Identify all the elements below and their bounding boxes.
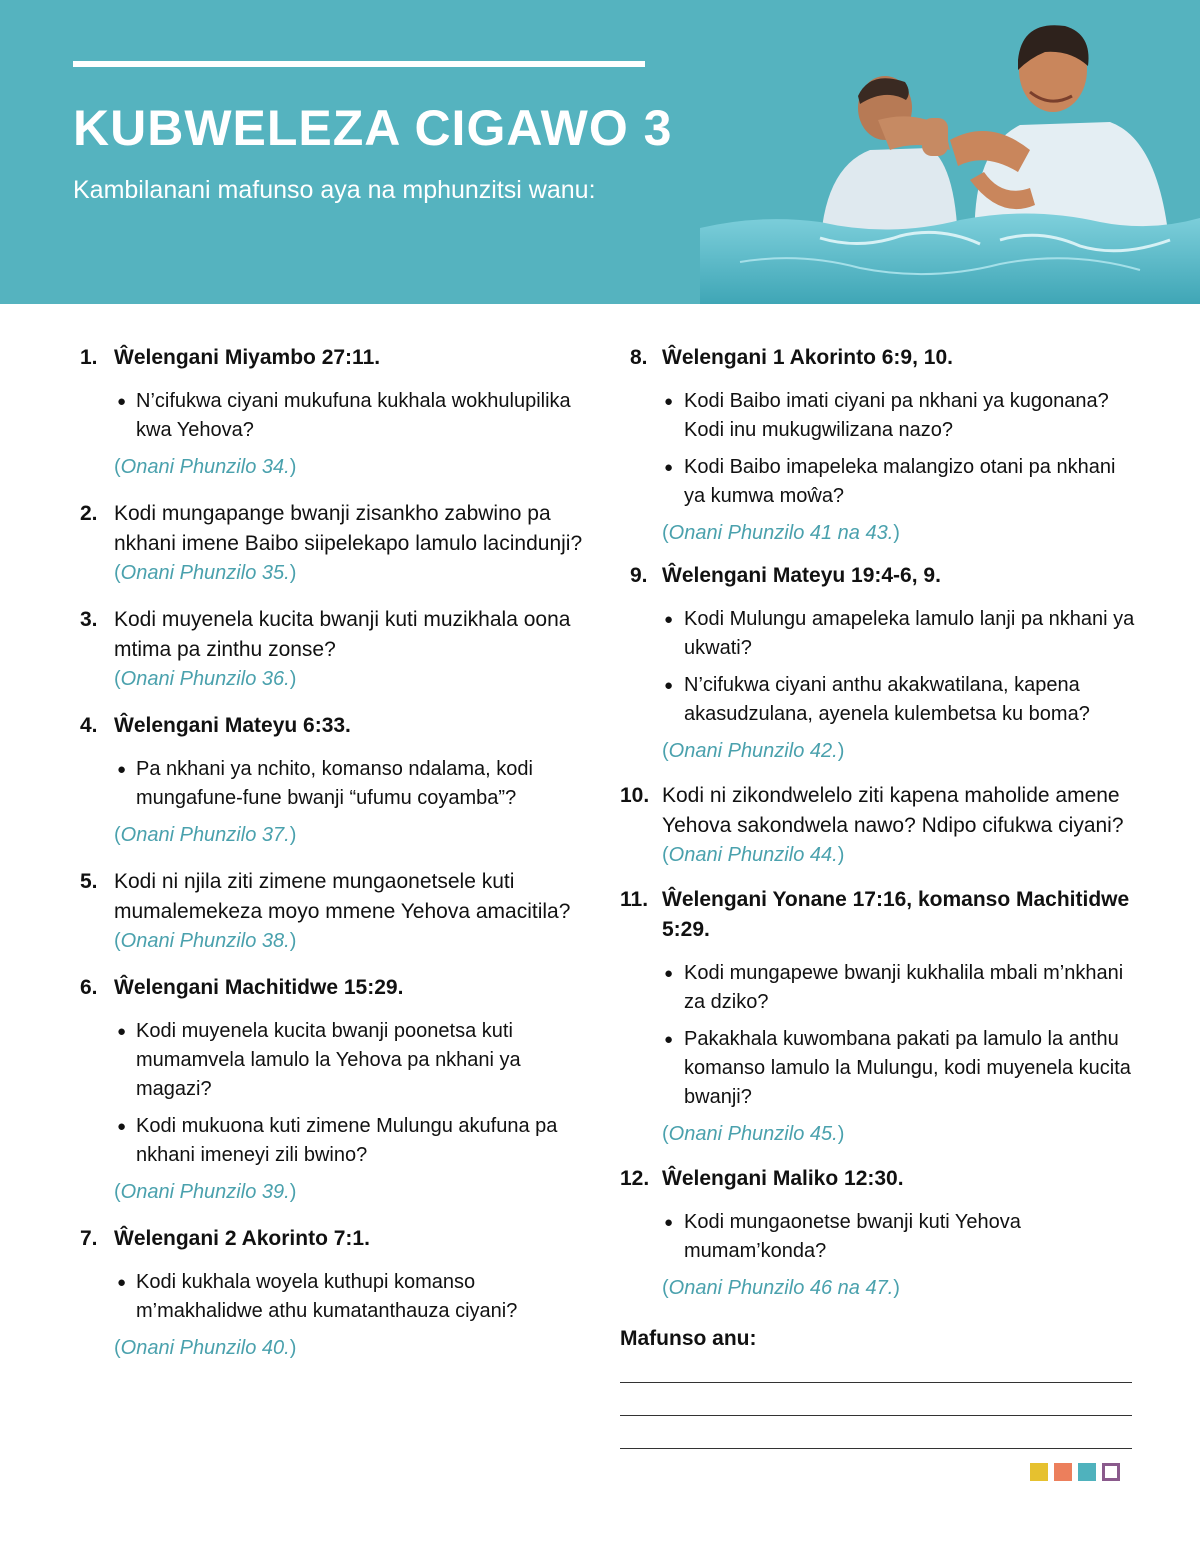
question-text: Ŵelengani Mateyu 6:33. [114,714,351,737]
question-heading [620,781,1140,841]
question-number: 9. [630,564,648,587]
question-heading [620,343,1140,373]
reference-text: Onani Phunzilo 39. [120,1181,290,1203]
bullet-list [620,605,1140,729]
questions-left-column [80,343,590,1362]
bullet-list [80,755,590,813]
question-number: 6. [80,976,98,999]
lesson-reference: (Onani Phunzilo 34.) [114,456,297,478]
question-text: Ŵelengani Mateyu 19:4-6, 9. [662,564,941,587]
bullet-list [80,1268,590,1326]
bullet-icon: ● [664,459,674,476]
your-questions-label: Mafunso anu: [620,1327,757,1350]
question-number: 7. [80,1227,98,1250]
bullet-text: N’cifukwa ciyani anthu akakwatilana, kapena akasudzulana, ayenela kulembetsa ku boma? [684,674,1090,725]
lesson-reference: (Onani Phunzilo 35.) [114,562,297,584]
question-text: Ŵelengani Miyambo 27:11. [114,346,381,369]
bullet-item [80,1017,590,1104]
question-11 [620,885,1140,1148]
question-heading [80,605,590,665]
bullet-icon: ● [664,611,674,628]
page-title: KUBWELEZA CIGAWO 3 [73,100,673,156]
question-heading [80,711,590,741]
bullet-item [80,755,590,813]
question-6 [80,973,590,1206]
answer-line[interactable] [620,1448,1132,1449]
reference-text: Onani Phunzilo 42. [668,740,838,762]
bullet-item [620,387,1140,445]
bullet-item [620,959,1140,1017]
bullet-icon: ● [664,1031,674,1048]
reference-text: Onani Phunzilo 44. [668,844,838,866]
reference-text: Onani Phunzilo 36. [120,668,290,690]
bullet-text: Kodi Baibo imati ciyani pa nkhani ya kugonana? Kodi inu mukugwilizana nazo? [684,390,1109,441]
question-heading [620,1164,1140,1194]
purple-outline-square [1102,1463,1120,1481]
bullet-text: Pakakhala kuwombana pakati pa lamulo la anthu komanso lamulo la Mulungu, kodi muyenela kucita bwanji? [684,1028,1131,1108]
lesson-reference: (Onani Phunzilo 42.) [662,740,845,762]
bullet-item [620,605,1140,663]
bullet-text: Kodi Mulungu amapeleka lamulo lanji pa nkhani ya ukwati? [684,608,1135,659]
lesson-reference: (Onani Phunzilo 37.) [114,824,297,846]
bullet-text: Kodi kukhala woyela kuthupi komanso m’makhalidwe athu kumatanthauza ciyani? [136,1271,518,1322]
question-7 [80,1224,590,1362]
question-number: 4. [80,714,98,737]
question-text: Ŵelengani Machitidwe 15:29. [114,976,404,999]
question-number: 11. [620,888,649,911]
lesson-reference: (Onani Phunzilo 44.) [662,844,845,866]
bullet-text: Kodi Baibo imapeleka malangizo otani pa nkhani ya kumwa moŵa? [684,456,1116,507]
question-heading [620,885,1140,945]
bullet-list [620,959,1140,1112]
your-questions-section [620,1324,1140,1449]
question-number: 8. [630,346,648,369]
bullet-icon: ● [117,761,127,778]
bullet-text: Kodi mungapewe bwanji kukhalila mbali m’nkhani za dziko? [684,962,1124,1013]
bullet-list [80,387,590,445]
bullet-icon: ● [117,1023,127,1040]
baptism-illustration [700,0,1200,304]
question-4 [80,711,590,849]
bullet-text: Kodi mungaonetse bwanji kuti Yehova mumam’konda? [684,1211,1021,1262]
header-rule [73,61,645,67]
color-squares-decoration [1030,1463,1120,1481]
bullet-item [80,1268,590,1326]
question-text: Ŵelengani Maliko 12:30. [662,1167,904,1190]
question-heading [80,343,590,373]
bullet-icon: ● [664,677,674,694]
question-8 [620,343,1140,547]
yellow-square [1030,1463,1048,1481]
question-number: 5. [80,870,98,893]
question-text: Ŵelengani 1 Akorinto 6:9, 10. [662,346,953,369]
bullet-icon: ● [664,1214,674,1231]
orange-square [1054,1463,1072,1481]
reference-text: Onani Phunzilo 37. [120,824,290,846]
answer-line[interactable] [620,1382,1132,1383]
question-heading [80,973,590,1003]
lesson-reference: (Onani Phunzilo 38.) [114,930,297,952]
bullet-icon: ● [117,1274,127,1291]
reference-text: Onani Phunzilo 45. [668,1123,838,1145]
bullet-text: Pa nkhani ya nchito, komanso ndalama, kodi mungafune-fune bwanji “ufumu coyamba”? [136,758,533,809]
bullet-item [620,453,1140,511]
question-text: Ŵelengani 2 Akorinto 7:1. [114,1227,370,1250]
bullet-item [80,387,590,445]
question-text: Kodi muyenela kucita bwanji kuti muzikhala oona mtima pa zinthu zonse? [114,608,571,661]
lesson-reference: (Onani Phunzilo 45.) [662,1123,845,1145]
reference-text: Onani Phunzilo 46 na 47. [668,1277,894,1299]
bullet-icon: ● [664,393,674,410]
question-number: 10. [620,784,650,807]
reference-text: Onani Phunzilo 34. [120,456,290,478]
question-1 [80,343,590,481]
bullet-icon: ● [664,965,674,982]
teal-square [1078,1463,1096,1481]
bullet-icon: ● [117,393,127,410]
bullet-item [620,671,1140,729]
header-banner [0,0,1200,304]
question-text: Kodi ni njila ziti zimene mungaonetsele kuti mumalemekeza moyo mmene Yehova amacitila? [114,870,571,923]
bullet-list [620,387,1140,511]
reference-text: Onani Phunzilo 40. [120,1337,290,1359]
bullet-item [620,1025,1140,1112]
question-text: Kodi ni zikondwelelo ziti kapena maholide amene Yehova sakondwela nawo? Ndipo cifukwa ciyani? [662,784,1124,837]
question-number: 12. [620,1167,650,1190]
bullet-text: Kodi mukuona kuti zimene Mulungu akufuna pa nkhani imeneyi zili bwino? [136,1115,558,1166]
lesson-reference: (Onani Phunzilo 41 na 43.) [662,522,900,544]
bullet-list [620,1208,1140,1266]
bullet-list [80,1017,590,1170]
bullet-text: N’cifukwa ciyani mukufuna kukhala wokhulupilika kwa Yehova? [136,390,571,441]
bullet-icon: ● [117,1118,127,1135]
question-3 [80,605,590,693]
questions-right-column [620,343,1140,1449]
lesson-reference: (Onani Phunzilo 36.) [114,668,297,690]
lesson-reference: (Onani Phunzilo 39.) [114,1181,297,1203]
question-heading [80,1224,590,1254]
question-number: 3. [80,608,98,631]
page-subtitle: Kambilanani mafunso aya na mphunzitsi wanu: [73,176,596,204]
reference-text: Onani Phunzilo 35. [120,562,290,584]
reference-text: Onani Phunzilo 41 na 43. [668,522,894,544]
question-2 [80,499,590,587]
question-5 [80,867,590,955]
question-heading [620,561,1140,591]
question-10 [620,781,1140,869]
question-9 [620,561,1140,765]
lesson-reference: (Onani Phunzilo 46 na 47.) [662,1277,900,1299]
question-number: 2. [80,502,98,525]
bullet-text: Kodi muyenela kucita bwanji poonetsa kuti mumamvela lamulo la Yehova pa nkhani ya magazi? [136,1020,521,1100]
lesson-reference: (Onani Phunzilo 40.) [114,1337,297,1359]
bullet-item [80,1112,590,1170]
question-text: Ŵelengani Yonane 17:16, komanso Machitidwe 5:29. [662,888,1130,941]
question-heading [80,867,590,927]
question-12 [620,1164,1140,1302]
bullet-item [620,1208,1140,1266]
question-heading [80,499,590,559]
question-number: 1. [80,346,98,369]
answer-line[interactable] [620,1415,1132,1416]
question-text: Kodi mungapange bwanji zisankho zabwino pa nkhani imene Baibo siipelekapo lamulo lacindunji? [114,502,583,555]
reference-text: Onani Phunzilo 38. [120,930,290,952]
